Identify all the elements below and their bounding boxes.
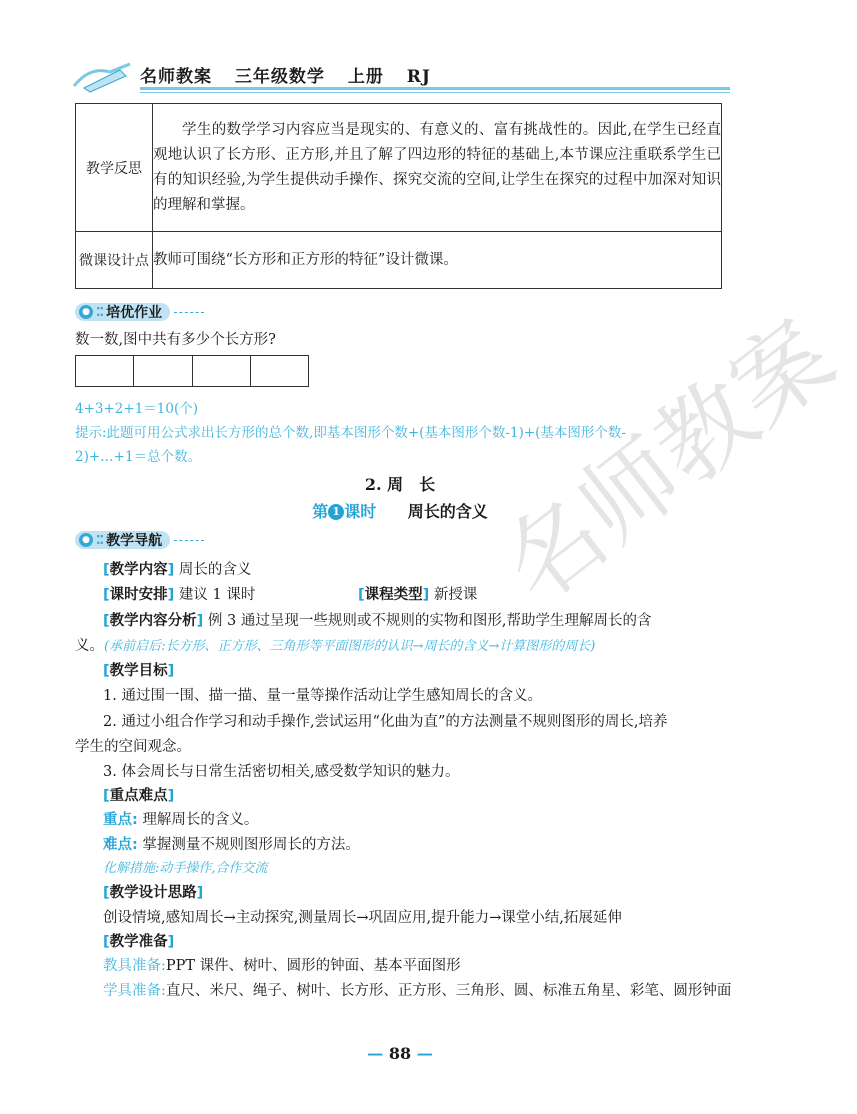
analysis-text-line2: 义。: [75, 638, 104, 654]
difficulty-row: [103, 833, 360, 854]
guide-tag-label: 教学导航: [106, 533, 163, 549]
watermark: 名师教案: [482, 299, 854, 625]
grid-cell: [76, 356, 134, 386]
lesson-name: 周长的含义: [407, 502, 488, 521]
section-title: 2. 周 长: [364, 475, 436, 494]
microclass-text: 教师可围绕“长方形和正方形的特征”设计微课。: [153, 232, 722, 289]
analysis-row-2: [75, 634, 595, 655]
goals-label: 教学目标: [109, 663, 168, 679]
reflection-paragraph: 学生的数学学习内容应当是现实的、有意义的、富有挑战性的。因此,在学生已经直观地认识了长方形、正方形,并且了解了四边形的特征的基础上,本节课应注重联系学生已有的知识经验,为学生提供动手操作、探究交流的空间,让学生在探究的过程中加深对知识的理解和掌握。: [153, 121, 721, 213]
analysis-text-line1: 例 3 通过呈现一些规则或不规则的实物和图形,帮助学生理解周长的含: [207, 613, 652, 629]
student-prep-text: 直尺、米尺、绳子、树叶、长方形、正方形、三角形、圆、标准五角星、彩笔、圆形钟面: [165, 983, 732, 999]
microclass-label: 微课设计点: [76, 232, 153, 289]
grid-cell: [251, 356, 308, 386]
location-pin-icon: ●: [79, 533, 93, 547]
design-label: 教学设计思路: [109, 885, 197, 901]
guide-pill: [75, 531, 170, 549]
page-header: [70, 58, 730, 92]
content-row: [教学内容] 周长的含义: [103, 562, 252, 578]
pencil-logo-icon: [70, 60, 138, 92]
content-value: 周长的含义: [178, 562, 252, 578]
student-prep-label: 学具准备:: [103, 983, 166, 999]
reflection-label: 教学反思: [76, 104, 153, 232]
homework-question: 数一数,图中共有多少个长方形?: [75, 332, 276, 348]
key-label: 重点难点: [109, 788, 168, 804]
goal-2-line1: 2. 通过小组合作学习和动手操作,尝试运用“化曲为直”的方法测量不规则图形的周长,培养: [103, 714, 668, 730]
type-row: [课程类型] 新授课: [358, 587, 478, 603]
header-rule-thin: [140, 92, 730, 93]
design-heading: [教学设计思路]: [103, 885, 204, 901]
grid-cell: [134, 356, 192, 386]
tag-dashed-line: [174, 312, 204, 313]
schedule-value: 建议 1 课时: [178, 587, 256, 603]
difficulty-text: 掌握测量不规则图形周长的方法。: [142, 837, 360, 853]
homework-pill: [75, 303, 170, 321]
dots-icon: ⁚⁚: [96, 305, 104, 319]
type-value: 新授课: [433, 587, 478, 603]
homework-hint-line1: 提示:此题可用公式求出长方形的总个数,即基本图形个数+(基本图形个数-1)+(基本图形个数-: [75, 425, 626, 441]
homework-tag: [75, 302, 204, 322]
footer-dash-left: —: [367, 1044, 384, 1063]
grid-cell: [193, 356, 251, 386]
header-edition: RJ: [406, 67, 431, 87]
homework-tag-label: 培优作业: [106, 305, 163, 321]
student-prep-row: [103, 979, 731, 1000]
schedule-label: 课时安排: [109, 587, 168, 603]
design-text: 创设情境,感知周长→主动探究,测量周长→巩固应用,提升能力→课堂小结,拓展延伸: [103, 910, 622, 926]
key-point-label: 重点:: [103, 812, 138, 828]
header-title: [140, 62, 447, 87]
location-pin-icon: ●: [79, 305, 93, 319]
dots-icon: ⁚⁚: [96, 533, 104, 547]
homework-answer: 4+3+2+1＝10(个): [75, 401, 199, 417]
page-number: 88: [388, 1044, 412, 1063]
goals-heading: [教学目标]: [103, 663, 175, 679]
teacher-prep-label: 教具准备:: [103, 958, 166, 974]
key-heading: [重点难点]: [103, 788, 175, 804]
prep-heading: [教学准备]: [103, 934, 175, 950]
goal-2-line2: 学生的空间观念。: [75, 739, 191, 755]
goal-3: 3. 体会周长与日常生活密切相关,感受数学知识的魅力。: [103, 764, 460, 780]
goal-1: 1. 通过围一围、描一描、量一量等操作活动让学生感知周长的含义。: [103, 688, 542, 704]
content-label: 教学内容: [109, 562, 168, 578]
analysis-note: (承前启后:长方形、正方形、三角形等平面图形的认识→周长的含义→计算图形的周长): [104, 639, 596, 654]
resolve-note: 化解措施:动手操作,合作交流: [103, 861, 268, 876]
guide-tag: [75, 530, 204, 550]
header-rule: [140, 87, 730, 90]
rectangle-grid: [75, 355, 309, 387]
difficulty-label: 难点:: [103, 837, 138, 853]
teacher-prep-text: PPT 课件、树叶、圆形的钟面、基本平面图形: [165, 958, 461, 974]
analysis-row: [教学内容分析] 例 3 通过呈现一些规则或不规则的实物和图形,帮助学生理解周长的含: [103, 613, 652, 629]
tag-dashed-line: [174, 540, 204, 541]
teacher-prep-row: [103, 954, 461, 975]
header-book: 名师教案: [140, 67, 212, 87]
page-footer: [0, 1044, 800, 1063]
footer-dash-right: —: [416, 1044, 433, 1063]
lesson-prefix: 第: [312, 502, 329, 521]
lesson-suffix: 课时: [344, 502, 377, 521]
key-point-row: [103, 808, 258, 829]
header-grade: 三年级数学: [234, 67, 325, 87]
analysis-label: 教学内容分析: [109, 613, 197, 629]
type-label: 课程类型: [364, 587, 423, 603]
prep-label: 教学准备: [109, 934, 168, 950]
schedule-row: [课时安排] 建议 1 课时: [103, 587, 256, 603]
reflection-text: [153, 104, 722, 232]
lesson-number-badge: 1: [328, 504, 344, 520]
homework-hint-line2: 2)+…+1＝总个数。: [75, 449, 202, 465]
reflection-table: [75, 103, 722, 289]
header-volume: 上册: [347, 67, 384, 87]
key-point-text: 理解周长的含义。: [142, 812, 259, 828]
